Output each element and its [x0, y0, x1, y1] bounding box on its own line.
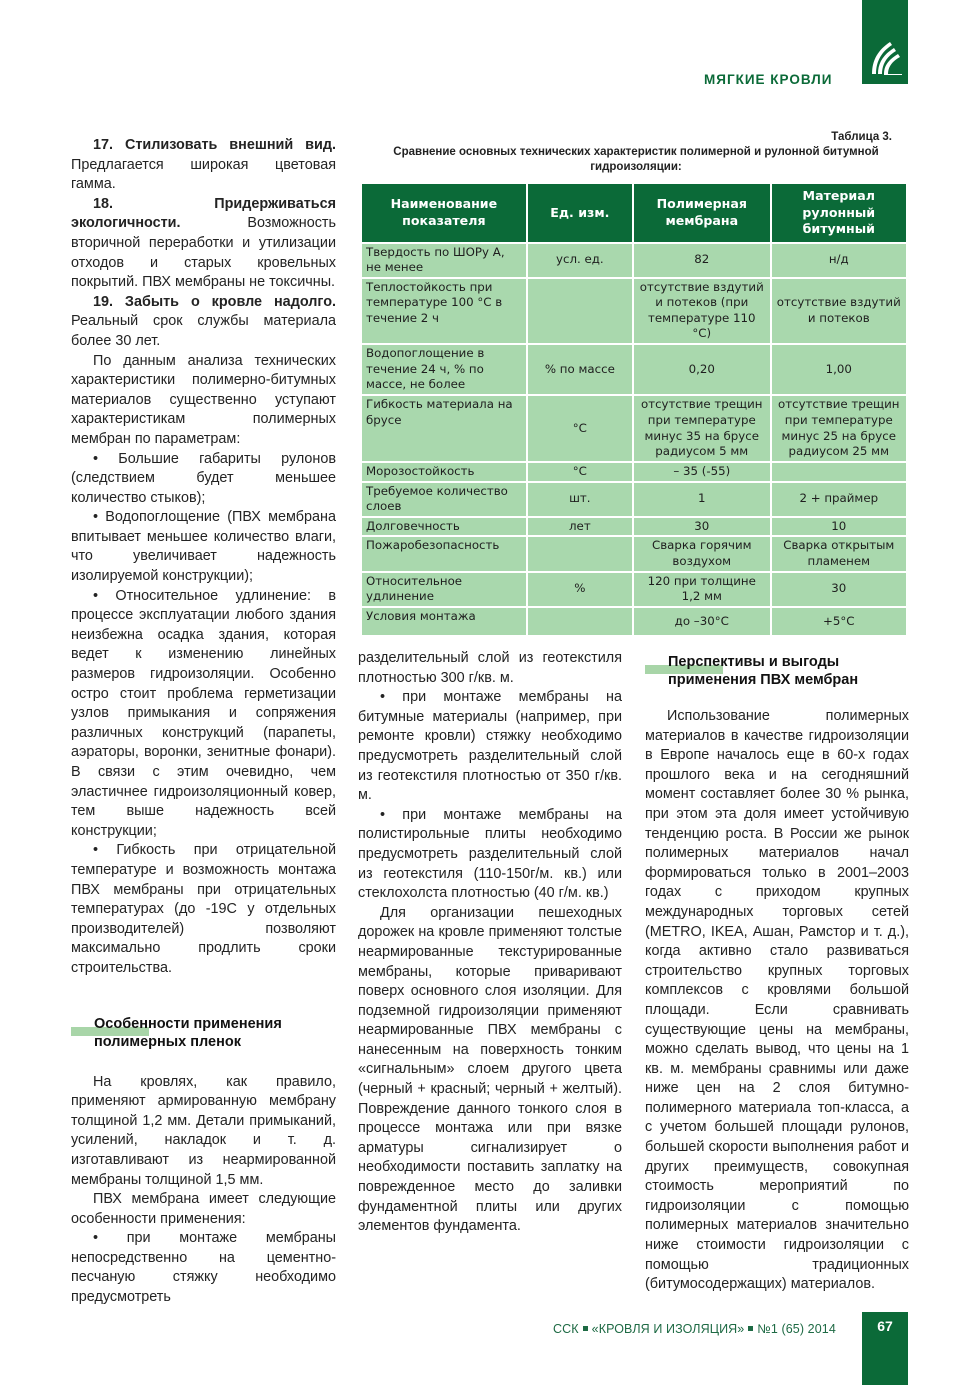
table-row	[361, 572, 907, 607]
cell-unit: шт.	[527, 482, 633, 517]
cell-name: Требуемое количество слоев	[361, 482, 527, 517]
paragraph: ПВХ мембрана имеет следующие особенности применения:	[71, 1191, 336, 1227]
column-header: Полимерная мембрана	[633, 183, 771, 243]
bullet-item: • Относительное удлинение: в процессе эксплуатации любого здания неизбежна осадка здания, которая ведет к изменению линейных размеров гидроизоляции. Особенно остро стоит проблема герметизации узлов примыкания и сопряжения различных конструкций (парапеты, аэраторы, воронки, зенитные фонари). В связи с этим очевидно, чем эластичнее гидроизоляционный ковер, тем выше надежность всей конструкции;	[71, 587, 336, 839]
item-19-text: Реальный срок службы материала более 30 лет.	[71, 313, 336, 349]
cell-bitumen: 30	[771, 572, 907, 607]
cell-unit: °С	[527, 462, 633, 482]
table-row	[361, 607, 907, 636]
subheading-polymer-films	[71, 1015, 336, 1051]
cell-name: Долговечность	[361, 517, 527, 537]
column-header: Ед. изм.	[527, 183, 633, 243]
cell-bitumen: отсутствие трещин при температуре минус 25 на брусе радиусом 25 мм	[771, 395, 907, 462]
cell-name: Пожаробезопасность	[361, 536, 527, 571]
cell-polymer: 0,20	[633, 344, 771, 395]
cell-bitumen: отсутствие вздутий и потеков	[771, 278, 907, 344]
middle-column	[358, 649, 622, 1237]
table-row	[361, 536, 907, 571]
footer-issue: №1 (65) 2014	[757, 1322, 836, 1336]
cell-unit	[527, 278, 633, 344]
section-title: МЯГКИЕ КРОВЛИ	[704, 72, 833, 87]
table-caption	[360, 130, 892, 175]
bullet-item: • при монтаже мембраны на битумные материалы (например, при ремонте кровли) стяжку необходимо предусмотреть разделительный слой из геотекстиля плотностью от 350 г/кв. м.	[358, 689, 622, 804]
header-tab	[862, 0, 908, 84]
cell-name: Теплостойкость при температуре 100 °С в течение 2 ч	[361, 278, 527, 344]
footer-publication	[553, 1322, 836, 1336]
subheading-text: Перспективы и выгоды применения ПВХ мембран	[668, 654, 859, 688]
cell-unit: % по массе	[527, 344, 633, 395]
paragraph: На кровлях, как правило, применяют армированную мембрану толщиной 1,2 мм. Детали примыканий, усилений, накладок и т. д. изготавливают из неармированной мембраны толщиной 1,5 мм.	[71, 1073, 336, 1188]
table-row	[361, 395, 907, 462]
subheading-text: Особенности применения полимерных пленок	[94, 1015, 282, 1050]
bullet-item: • при монтаже мембраны на полистирольные плиты необходимо предусмотреть разделительный слой из геотекстиля (110-150г/м. кв.) или стеклохолста плотностью (40 г/м. кв.)	[358, 806, 622, 902]
roof-waves-logo-icon	[868, 36, 904, 78]
square-bullet-icon	[583, 1326, 588, 1331]
footer-magazine: «КРОВЛЯ И ИЗОЛЯЦИЯ»	[591, 1322, 745, 1336]
bullet-item: • Водопоглощение (ПВХ мембрана впитывает меньшее количество влаги, что увеличивает надежность изолируемой конструкции);	[71, 509, 336, 585]
table-row	[361, 482, 907, 517]
table-number: Таблица 3.	[831, 131, 892, 143]
item-17-text: Предлагается широкая цветовая гамма.	[71, 156, 336, 193]
cell-polymer: отсутствие вздутий и потеков (при температуре 110 °С)	[633, 278, 771, 344]
column-header: Материал рулонный битумный	[771, 183, 907, 243]
table-row	[361, 243, 907, 278]
cell-bitumen: Сварка открытым пламенем	[771, 536, 907, 571]
cell-polymer: – 35 (-55)	[633, 462, 771, 482]
table-row	[361, 517, 907, 537]
cell-bitumen: 2 + праймер	[771, 482, 907, 517]
cell-unit	[527, 536, 633, 571]
left-column	[71, 136, 336, 1308]
cell-unit	[527, 607, 633, 636]
table-row	[361, 278, 907, 344]
item-17	[71, 136, 336, 195]
cell-polymer: отсутствие трещин при температуре минус 35 на брусе радиусом 5 мм	[633, 395, 771, 462]
cell-name: Условия монтажа	[361, 607, 527, 636]
cell-unit: усл. ед.	[527, 243, 633, 278]
bullet-item: • при монтаже мембраны непосредственно на цементно-песчаную стяжку необходимо предусмотреть	[71, 1230, 336, 1306]
item-17-lead: 17. Стилизовать внешний вид.	[93, 137, 336, 153]
bullet-item: • Большие габариты рулонов (следствием будет меньшее количество стыков);	[71, 450, 336, 506]
item-18-text: Возможность вторичной переработки и утилизации отходов и старых кровельных покрытий. ПВХ мембраны не токсичны.	[71, 215, 336, 291]
cell-name: Твердость по ШОРу А, не менее	[361, 243, 527, 278]
table-header-row	[361, 183, 907, 243]
cell-unit: лет	[527, 517, 633, 537]
table-title: Сравнение основных технических характеристик полимерной и рулонной битумной гидроизоляции:	[393, 146, 879, 173]
cell-polymer: до –30°С	[633, 607, 771, 636]
paragraph: Для организации пешеходных дорожек на кровле применяют толстые неармированные текстурированные мембраны, которые приваривают поверх основного слоя изоляции. Для подземной гидроизоляции применяют неармированные ПВХ мембраны с нанесенным на поверхность тонким «сигнальным» слоем другого цвета (черный + красный; черный + желтый). Повреждение данного тонкого слоя в процессе монтажа или при вязке арматуры сигнализирует о необходимости поставить заплатку на поврежденное место до заливки фундаментной плиты или других элементов фундамента.	[358, 904, 622, 1235]
cell-polymer: 1	[633, 482, 771, 517]
subheading-pvc-benefits	[645, 653, 909, 689]
cell-unit: °С	[527, 395, 633, 462]
right-column	[645, 707, 909, 1295]
cell-bitumen: н/д	[771, 243, 907, 278]
page-number: 67	[877, 1318, 893, 1334]
cell-bitumen: +5°С	[771, 607, 907, 636]
cell-bitumen	[771, 462, 907, 482]
cell-name: Относительное удлинение	[361, 572, 527, 607]
square-bullet-icon	[748, 1326, 753, 1331]
table-row	[361, 344, 907, 395]
item-19-lead: 19. Забыть о кровле надолго.	[93, 293, 336, 310]
item-18-lead: 18. Придерживаться экологичности.	[71, 195, 336, 232]
comparison-table	[360, 182, 908, 637]
item-18	[71, 195, 336, 293]
page-number-tab	[862, 1312, 908, 1385]
cell-bitumen: 1,00	[771, 344, 907, 395]
cell-polymer: Сварка горячим воздухом	[633, 536, 771, 571]
cell-name: Гибкость материала на брусе	[361, 395, 527, 462]
cell-unit: %	[527, 572, 633, 607]
paragraph: разделительный слой из геотекстиля плотностью 300 г/кв. м.	[358, 650, 622, 686]
bullet-item: • Гибкость при отрицательной температуре и возможность монтажа ПВХ мембраны при отрицательных температурах (до -19С у отдельных производителей) позволяют максимально продлить сроки строительства.	[71, 842, 336, 976]
footer-publisher: ССК	[553, 1322, 579, 1336]
column-header: Наименование показателя	[361, 183, 527, 243]
cell-polymer: 30	[633, 517, 771, 537]
cell-name: Водопоглощение в течение 24 ч, % по массе, не более	[361, 344, 527, 395]
table-row	[361, 462, 907, 482]
cell-polymer: 120 при толщине 1,2 мм	[633, 572, 771, 607]
cell-name: Морозостойкость	[361, 462, 527, 482]
paragraph: По данным анализа технических характеристики полимерно-битумных материалов существенно уступают характеристикам полимерных мембран по параметрам:	[71, 352, 336, 447]
cell-polymer: 82	[633, 243, 771, 278]
item-19	[71, 293, 336, 352]
cell-bitumen: 10	[771, 517, 907, 537]
paragraph: Использование полимерных материалов в качестве гидроизоляции в Европе началось еще в 60-х годах прошлого века и на сегодняшний момент составляет более 30 % рынка, при этом эта доля имеет устойчивую тенденцию роста. В России же рынок полимерных материалов начал формироваться только в 2001–2003 годах с приходом крупных международных торговых сетей (METRO, IKEA, Ашан, Рамстор и т. д.), когда активно стало развиваться строительство крупных торговых комплексов с кровлями большой площади. Если сравнивать существующие цены на мембраны, можно сделать вывод, что цены на 1 кв. м. мембраны сравнимы или даже ниже цен на 2 слоя битумно-полимерного материала топ-класса, а с учетом большей площади рулонов, большей скорости выполнения работ и других преимуществ, совокупная стоимость мероприятий по гидроизоляции с помощью полимерных материалов значительно ниже стоимости гидроизоляции с помощью традиционных (битумосодержащих) материалов.	[645, 708, 909, 1293]
